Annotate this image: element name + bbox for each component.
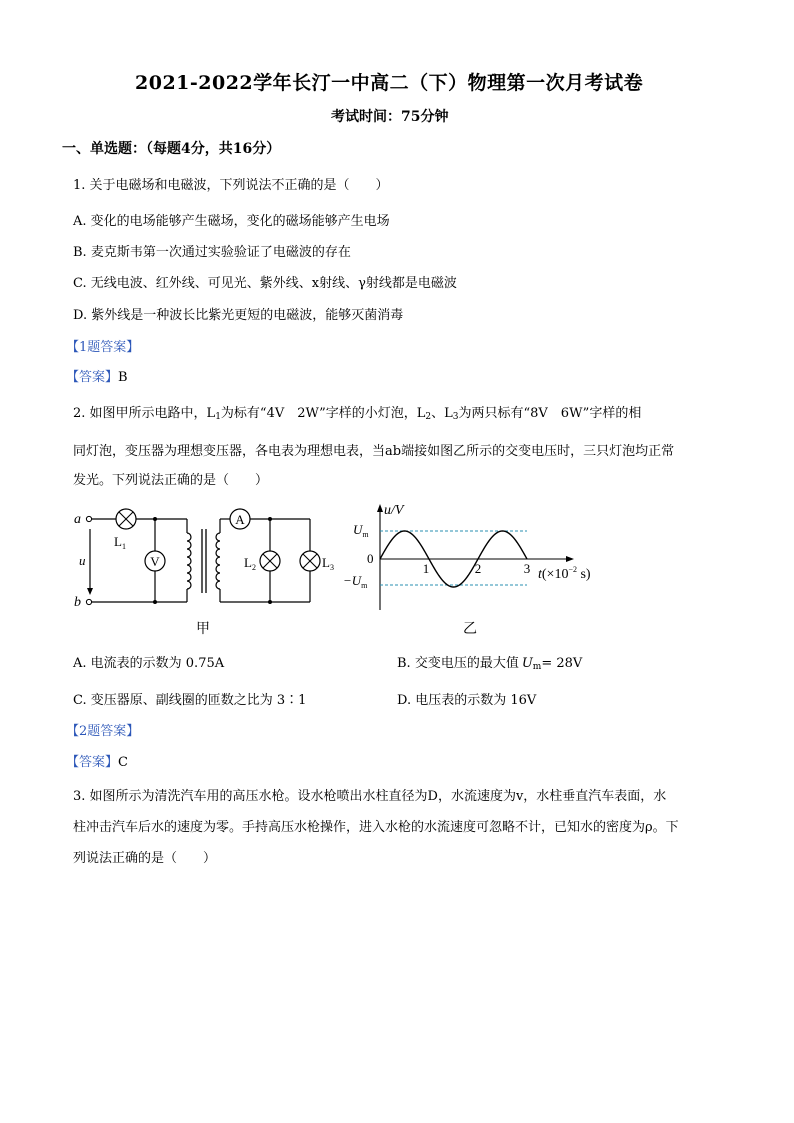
svg-text:V: V: [150, 554, 160, 569]
graph-x-tick-1: 1: [422, 561, 430, 576]
q2-answer-value: C: [118, 755, 128, 770]
q1-option-b: B. 麦克斯韦第一次通过实验验证了电磁波的存在: [73, 245, 351, 260]
figure-caption-jia: 甲: [196, 621, 210, 637]
q3-line3: 列说法正确的是（ ）: [73, 851, 217, 866]
q1-answer-value: B: [118, 370, 128, 385]
graph-neg-Um-label: $-U_m$: [343, 573, 368, 590]
q1-stem: 1. 关于电磁场和电磁波，下列说法不正确的是（ ）: [73, 178, 389, 193]
graph-Um-label: $U_m$: [353, 522, 369, 539]
q2-option-b: [397, 655, 582, 676]
figure-caption-yi: 乙: [463, 621, 477, 637]
q1-answer: [66, 369, 128, 387]
lamp-L2-icon: [260, 551, 280, 571]
L1-label: $L_1$: [114, 534, 126, 551]
q2-option-b-symbol: Um: [521, 656, 542, 672]
terminal-a-label: a: [74, 512, 81, 527]
q1-option-a: A. 变化的电场能够产生磁场，变化的磁场能够产生电场: [73, 214, 390, 229]
q1-answer-tag: 【1题答案】: [66, 340, 140, 355]
exam-title: 2021-2022学年长汀一中高二（下）物理第一次月考试卷: [135, 72, 644, 94]
graph-x-axis-label: $t(\times 10^{-2}$ s): [538, 565, 591, 582]
q2-option-b-text: B. 交变电压的最大值: [397, 656, 519, 671]
voltage-time-graph: [340, 497, 630, 615]
q2-L2L3-symbol: L2、L3: [416, 406, 459, 422]
q2-line1-a: 2. 如图甲所示电路中，: [73, 406, 207, 421]
q2-answer: [66, 754, 128, 772]
graph-x-tick-3: 3: [523, 561, 531, 576]
L3-label: $L_3$: [322, 555, 334, 572]
q2-option-d: D. 电压表的示数为 16V: [397, 693, 537, 708]
q2-answer-tag: 【2题答案】: [66, 724, 140, 739]
graph-x-tick-2: 2: [474, 561, 482, 576]
circuit-diagram: [70, 503, 350, 615]
q1-option-c: C. 无线电波、红外线、可见光、紫外线、x射线、γ射线都是电磁波: [73, 276, 457, 291]
q2-line1: [73, 405, 641, 426]
svg-text:A: A: [235, 512, 245, 527]
terminal-b-label: b: [74, 595, 81, 610]
q2-line1-c: 为两只标有“8V 6W”字样的相: [458, 406, 642, 421]
q2-option-b-eq: = 28V: [541, 656, 583, 671]
ammeter-icon: [230, 509, 250, 529]
q2-L1-symbol: L1: [206, 406, 221, 422]
q2-line3: 发光。下列说法正确的是（ ）: [73, 473, 269, 488]
q2-line1-b: 为标有“4V 2W”字样的小灯泡，: [220, 406, 417, 421]
voltage-u-label: u: [79, 553, 86, 568]
q1-option-d: D. 紫外线是一种波长比紫光更短的电磁波，能够灭菌消毒: [73, 308, 404, 323]
lamp-L1-icon: [116, 509, 136, 529]
q3-line1: 3. 如图所示为清洗汽车用的高压水枪。设水枪喷出水柱直径为D，水流速度为v，水柱垂直汽车表面，水: [73, 789, 667, 804]
voltmeter-icon: [145, 551, 165, 571]
q2-option-c: C. 变压器原、副线圈的匝数之比为 3∶1: [73, 693, 307, 708]
q3-line2: 柱冲击汽车后水的速度为零。手持高压水枪操作，进入水枪的水流速度可忽略不计，已知水的密度为ρ。下: [73, 820, 679, 835]
lamp-L3-icon: [300, 551, 320, 571]
q1-answer-label: 【答案】: [66, 370, 119, 385]
exam-time: 考试时间：75分钟: [331, 109, 449, 125]
q2-line2: 同灯泡，变压器为理想变压器，各电表为理想电表，当ab端接如图乙所示的交变电压时，三只灯泡均正常: [73, 444, 675, 459]
section-heading: 一、单选题：（每题4分，共16分）: [62, 141, 281, 157]
graph-zero-label: 0: [367, 551, 374, 566]
L2-label: $L_2$: [244, 555, 256, 572]
q2-option-a: A. 电流表的示数为 0.75A: [73, 656, 225, 671]
graph-y-axis-label: u/V: [384, 503, 404, 518]
q2-answer-label: 【答案】: [66, 755, 119, 770]
